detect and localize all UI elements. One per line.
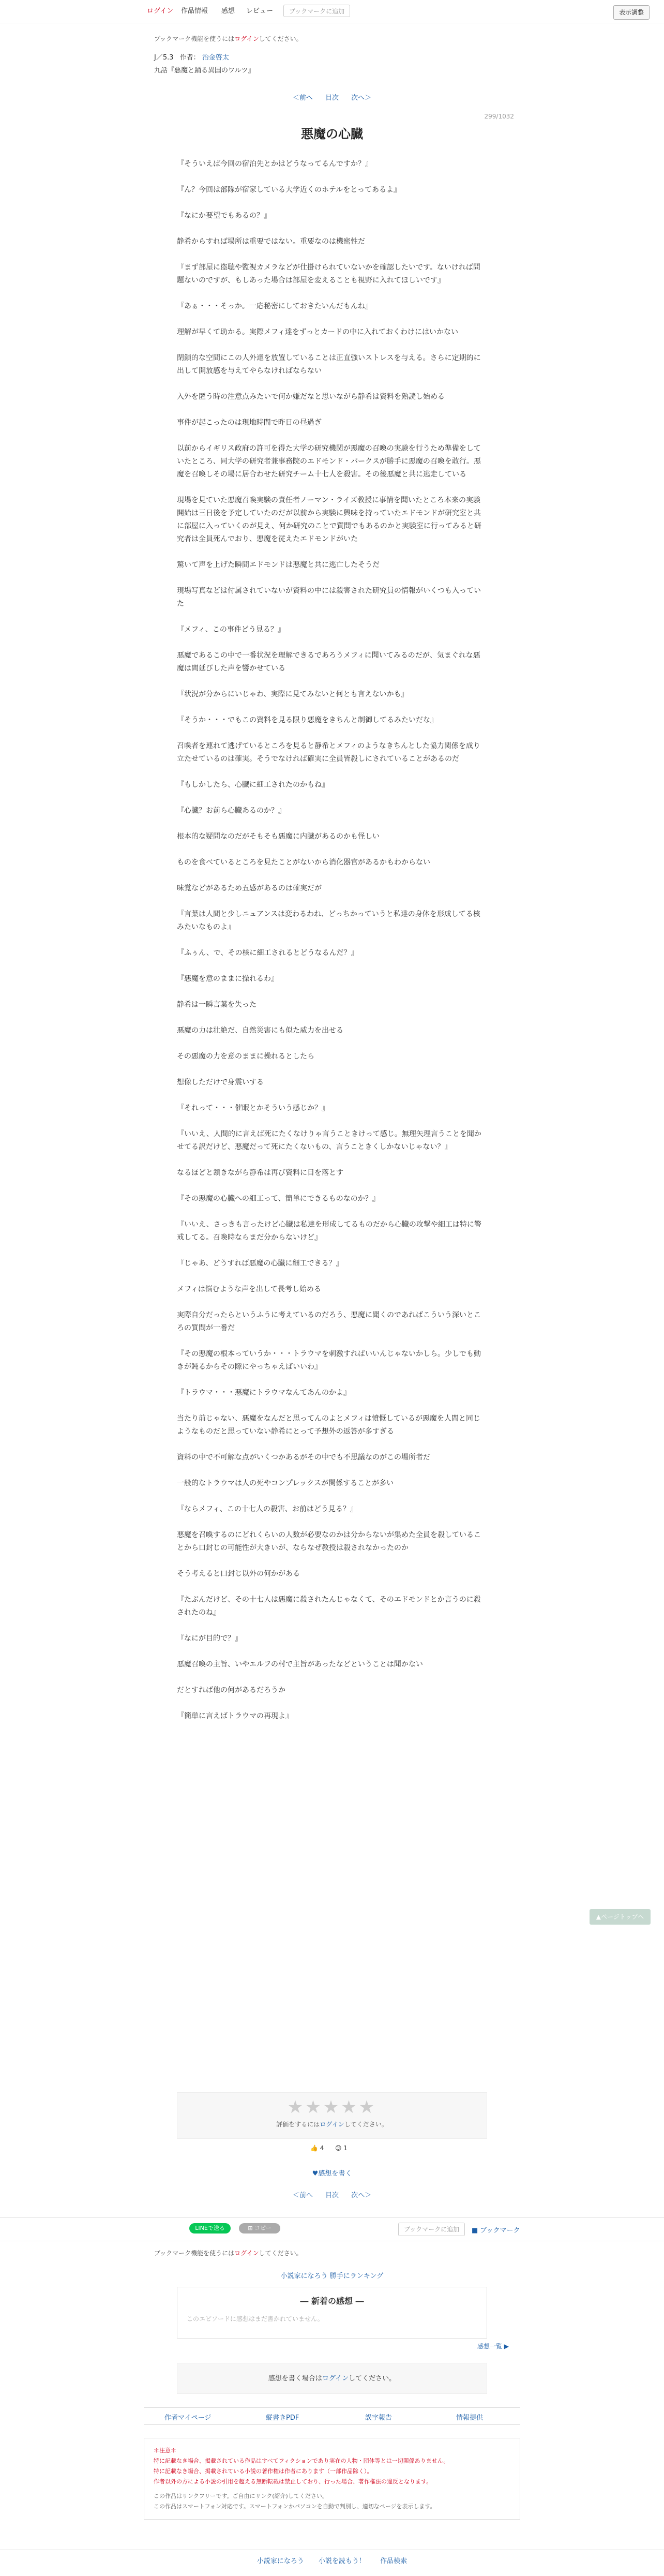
body-paragraph: 『そうか・・・でもこの資料を見る限り悪魔をきちんと制御してるみたいだな』 — [177, 716, 437, 724]
notice-bottom-login-link[interactable]: ログイン — [234, 2250, 259, 2257]
body-paragraph: その悪魔の力を意のままに操れるとしたら — [177, 1052, 314, 1061]
body-paragraph: 召喚者を連れて逃げているところを見ると静希とメフィのようなきちんとした協力関係を成り立たせているのは確実。そうでなければ確実に全員皆殺しにされていることがあるのだ — [177, 742, 480, 763]
info-report-link[interactable]: 情報提供 — [456, 2414, 484, 2422]
bookmark-notice — [154, 34, 303, 43]
caution-title: ＊注意＊ — [154, 2447, 176, 2454]
body-paragraph: 資料の中で不可解な点がいくつかあるがその中でも不思議なのがこの場所者だ — [177, 1453, 430, 1462]
author-mypage-link[interactable]: 作者マイページ — [164, 2414, 212, 2422]
notice-text-suffix: してください。 — [259, 35, 303, 42]
body-paragraph: 以前からイギリス政府の許可を得た大学の研究機関が悪魔の召喚の実験を行うため準備をしていたところ、同大学の研究者兼事務院のエドモンド・パークスが勝手に悪魔の召喚を敢行。悪魔を召喚しその場に居合わせた研究チーム十七人を殺害。その後悪魔と共に逃走している — [177, 444, 481, 479]
bookmark-notice-bottom — [154, 2249, 303, 2257]
caution-line-2: 特に記載なき場合、掲載されている小説の著作権は作者にあります（一部作品除く）。 — [154, 2468, 373, 2475]
body-paragraph: メフィは悩むような声を出して長考し始める — [177, 1285, 321, 1293]
body-paragraph: 静希からすれば場所は重要ではない。重要なのは機密性だ — [177, 237, 365, 246]
body-paragraph: 悪魔召喚の主旨、いやエルフの村で主旨があったなどということは聞かない — [177, 1660, 423, 1669]
prev-link-bottom[interactable]: ＜前へ — [292, 2192, 313, 2199]
caution-line-5: この作品はスマートフォン対応です。スマートフォンかパソコンを自動で判別し、適切なページを表示します。 — [154, 2503, 436, 2510]
vertical-pdf-link[interactable]: 縦書きPDF — [266, 2414, 299, 2422]
series-title: 九話『悪魔と踊る異国のワルツ』 — [154, 67, 255, 75]
write-impression-button[interactable]: ♥感想を書く — [312, 2170, 352, 2178]
impressions-box — [177, 2287, 487, 2339]
body-paragraph: 驚いて声を上げた瞬間エドモンドは悪魔と共に逃亡したそうだ — [177, 561, 380, 569]
caution-line-1: 特に記載なき場合、掲載されている作品はすべてフィクションであり実在の人物・団体等とは一切関係ありません。 — [154, 2458, 449, 2464]
body-paragraph: 理解が早くて助かる。実際メフィ達をずっとカードの中に入れておくわけにはいかない — [177, 328, 459, 336]
login-link[interactable]: ログイン — [147, 7, 174, 15]
body-paragraph: 『その悪魔の心臓への細工って、簡単にできるものなのか？』 — [177, 1195, 380, 1203]
typo-report-link[interactable]: 誤字報告 — [365, 2414, 393, 2422]
body-paragraph: 現場を見ていた悪魔召喚実験の責任者ノーマン・ライズ教授に事情を聞いたところ本来の実験開始は三日後を予定していたのだが以前から実験に興味を持っていたエドモンドが研究室と共に部屋に入っていくのが見え、何か研究のことで質問でもあるのかと実験室に行ってみると研究者は全員死んでおり、悪魔を従えたエドモンドがいた — [177, 496, 481, 543]
body-paragraph: 『いいえ、人間的に言えば死にたくなけりゃ言うこときけって感じ。無理矢理言うことを聞かせてる訳だけど、悪魔だって死にたくないもの、言うこときくしかないじゃない？』 — [177, 1130, 481, 1151]
body-paragraph: 『トラウマ・・・悪魔にトラウマなんてあんのかよ』 — [177, 1389, 351, 1397]
toc-link-bottom[interactable]: 目次 — [325, 2192, 339, 2199]
body-paragraph: だとすれば他の何があるだろうか — [177, 1686, 285, 1694]
caution-box — [144, 2438, 520, 2520]
ranking-link-wrap — [0, 2270, 664, 2280]
smile-reaction[interactable] — [335, 2145, 348, 2152]
nav-item-novel-info[interactable]: 作品情報 — [181, 7, 208, 15]
body-paragraph: 『言葉は人間と少しニュアンスは変わるわね、どっちかっていうと私達の身体を形成してる核みたいなものよ』 — [177, 910, 480, 931]
page-top-button[interactable]: ▲ページトップへ — [590, 1909, 651, 1925]
copy-button[interactable]: ⊞ コピー — [239, 2223, 280, 2233]
rating-msg-suffix: してください。 — [344, 2121, 388, 2128]
toc-link[interactable]: 目次 — [325, 94, 339, 102]
body-paragraph: 『いいえ、さっきも言ったけど心臓は私達を形成してるものだから心臓の攻撃や細工は特に警戒してる。召喚時ならまだ分からないけど』 — [177, 1220, 481, 1242]
notice-bottom-suffix: してください。 — [259, 2250, 303, 2257]
notice-bottom-text: ブックマーク機能を使うには — [154, 2250, 235, 2257]
rating-box — [177, 2092, 487, 2139]
body-paragraph: 『簡単に言えばトラウマの再現よ』 — [177, 1712, 293, 1720]
body-paragraph: 『そういえば今回の宿泊先とかはどうなってるんですか？』 — [177, 160, 372, 168]
body-paragraph: 味覚などがあるため五感があるのは確実だが — [177, 884, 322, 892]
smile-count: 1 — [343, 2145, 348, 2152]
bottom-link-yomou[interactable]: 小説を読もう！ — [318, 2557, 366, 2565]
impression-login-suffix: してください。 — [349, 2375, 396, 2383]
thumbs-up-icon: 👍 — [310, 2145, 318, 2152]
body-paragraph: 『メフィ、この事件どう見る？』 — [177, 626, 285, 634]
nav-item-impressions[interactable]: 感想 — [221, 7, 235, 15]
body-paragraph: 事件が起こったのは現地時間で昨日の昼過ぎ — [177, 419, 322, 427]
body-paragraph: 悪魔であるこの中で一番状況を理解できるであろうメフィに聞いてみるのだが、気まぐれな悪魔は間延びした声を響かせている — [177, 651, 480, 673]
bottom-bar — [0, 2550, 664, 2573]
body-paragraph: ものを食べているところを見たことがないから消化器官があるかもわからない — [177, 858, 430, 867]
body-paragraph: 入外を匿う時の注意点みたいで何か嫌だなと思いながら静希は資料を熟読し始める — [177, 393, 445, 401]
write-impression-link — [0, 2168, 664, 2178]
episode-subtitle: 悪魔の心臓 — [301, 127, 363, 141]
top-navbar — [0, 0, 664, 23]
impression-login-box — [177, 2363, 487, 2394]
pager-bottom — [0, 2190, 664, 2199]
like-reaction[interactable] — [310, 2145, 324, 2152]
rating-msg-prefix: 評価をするには — [276, 2121, 320, 2128]
body-paragraph: 悪魔の力は壮絶だ、自然災害にも似た威力を出せる — [177, 1026, 343, 1035]
body-paragraph: 『それって・・・催眠とかそういう感じか？』 — [177, 1104, 329, 1112]
episode-number: J／5.3 — [154, 54, 174, 62]
rating-stars[interactable]: ★★★★★ — [287, 2097, 377, 2118]
line-share-button[interactable]: LINEで送る — [189, 2223, 231, 2233]
body-paragraph: 『ならメフィ、この十七人の殺害、お前はどう見る？』 — [177, 1505, 357, 1513]
author-label: 作者： — [179, 54, 200, 62]
impressions-empty: このエピソードに感想はまだ書かれていません。 — [187, 2315, 324, 2322]
rating-message — [177, 2120, 487, 2128]
body-paragraph: 『まず部屋に盗聴や監視カメラなどが仕掛けられていないかを確認したいです。ないければ問題ないのですが、もしあった場合は部屋を変えることも視野に入れてほしいです』 — [177, 263, 480, 285]
bottom-link-search[interactable]: 作品検索 — [380, 2557, 408, 2565]
smile-icon: 😊 — [335, 2145, 342, 2152]
like-count: 4 — [320, 2145, 324, 2152]
body-paragraph: 『たぶんだけど、その十七人は悪魔に殺されたんじゃなくて、そのエドモンドとか言うのに殺されたのね』 — [177, 1596, 481, 1617]
body-paragraph: 『状況が分からにいじゃわ、実際に見てみないと何とも言えないかも』 — [177, 690, 409, 698]
body-paragraph: 『ふぅん、で、その核に細工されるとどうなるんだ？』 — [177, 949, 358, 957]
body-paragraph: 当たり前じゃない、悪魔をなんだと思ってんのよとメフィは憤慨しているが悪魔を人間と同じようなものだと思っていない静希にとって予想外の返答が多すぎる — [177, 1414, 480, 1436]
caution-line-4: この作品はリンクフリーです。ご自由にリンク(紹介)してください。 — [154, 2493, 328, 2499]
top-navbar-inner — [144, 0, 520, 23]
body-paragraph: 『なにか要望でもあるの？』 — [177, 212, 271, 220]
body-paragraph: 『あぁ・・・そっか。一応秘密にしておきたいんだもんね』 — [177, 302, 372, 310]
bookmark-add-button-bottom[interactable]: ブックマークに追加 — [398, 2223, 465, 2236]
bookmark-link[interactable]: ■ ブックマーク — [472, 2227, 520, 2235]
body-paragraph: 『心臓？お前ら心臓あるのか？』 — [177, 807, 285, 815]
body-paragraph: 閉鎖的な空間にこの人外達を放置していることは正直強いストレスを与える。さらに定期的に出して開放感を与えてやらなければならない — [177, 354, 481, 375]
footer-links — [144, 2407, 520, 2425]
bookmark-add-button[interactable]: ブックマークに追加 — [283, 5, 350, 17]
display-settings-button[interactable]: 表示調整 — [613, 5, 650, 20]
body-paragraph: 実際自分だったらというふうに考えているのだろう、悪魔に聞くのであればこういう深いところの質問が一番だ — [177, 1311, 481, 1332]
next-link[interactable]: 次へ＞ — [351, 94, 372, 102]
author-link[interactable]: 治金啓太 — [202, 54, 229, 62]
impression-login-link[interactable]: ログイン — [322, 2375, 349, 2383]
novel-body — [177, 158, 487, 1736]
nav-item-reviews[interactable]: レビュー — [246, 7, 274, 15]
body-paragraph: 『もしかしたら、心臓に細工されたのかもね』 — [177, 781, 329, 789]
body-paragraph: 想像しただけで身震いする — [177, 1078, 264, 1086]
next-link-bottom[interactable]: 次へ＞ — [351, 2192, 372, 2199]
impression-login-prefix: 感想を書く場合は — [268, 2375, 322, 2383]
body-paragraph: 静希は一瞬言葉を失った — [177, 1001, 256, 1009]
impressions-title: ― 新着の感想 ― — [300, 2296, 364, 2306]
body-paragraph: 一般的なトラウマは人の死やコンプレックスが関係することが多い — [177, 1479, 394, 1487]
body-paragraph: 『その悪魔の根本っていうか・・・トラウマを刺激すればいいんじゃないかしら。少しでも動きが鈍るからその隙にやっちゃえばいいわ』 — [177, 1350, 481, 1371]
notice-login-link[interactable]: ログイン — [234, 35, 259, 42]
body-paragraph: なるほどと頷きながら静希は再び資料に目を落とす — [177, 1169, 343, 1177]
body-paragraph: 悪魔を召喚するのにどれくらいの人数が必要なのかは分からないが集めた全員を殺していることから口封じの可能性が大きいが、ならなぜ教授は殺されなかったのか — [177, 1531, 481, 1552]
body-paragraph: 『ん？今回は部隊が宿家している大学近くのホテルをとってあるよ』 — [177, 186, 401, 194]
body-paragraph: 現場写真などは付属されていないが資料の中には殺害された研究員の情報がいくつも入っていた — [177, 587, 481, 608]
body-paragraph: 『なにが目的で？』 — [177, 1634, 242, 1643]
ranking-link[interactable]: 小説家になろう 勝手にランキング — [280, 2272, 384, 2280]
body-paragraph: 『じゃあ、どうすれば悪魔の心臓に細工できる？』 — [177, 1259, 343, 1268]
section-number: 299/1032 — [484, 113, 514, 120]
novel-info — [154, 52, 516, 75]
pager-top — [0, 92, 664, 102]
impressions-list-link[interactable]: 感想一覧 ▶ — [477, 2343, 509, 2350]
notice-text: ブックマーク機能を使うには — [154, 35, 235, 42]
prev-link[interactable]: ＜前へ — [292, 94, 313, 102]
caution-line-3: 作者以外の方による小説の引用を超える無断転載は禁止しており、行った場合、著作権法の違反となります。 — [154, 2478, 432, 2485]
body-paragraph: そう考えると口封じ以外の何かがある — [177, 1570, 300, 1578]
share-bar — [0, 2217, 664, 2241]
bottom-link-narou[interactable]: 小説家になろう — [256, 2557, 304, 2565]
body-paragraph: 根本的な疑問なのだがそもそも悪魔に内臓があるのかも怪しい — [177, 832, 380, 841]
body-paragraph: 『悪魔を意のままに操れるわ』 — [177, 975, 278, 983]
rating-login-link[interactable]: ログイン — [320, 2121, 344, 2128]
